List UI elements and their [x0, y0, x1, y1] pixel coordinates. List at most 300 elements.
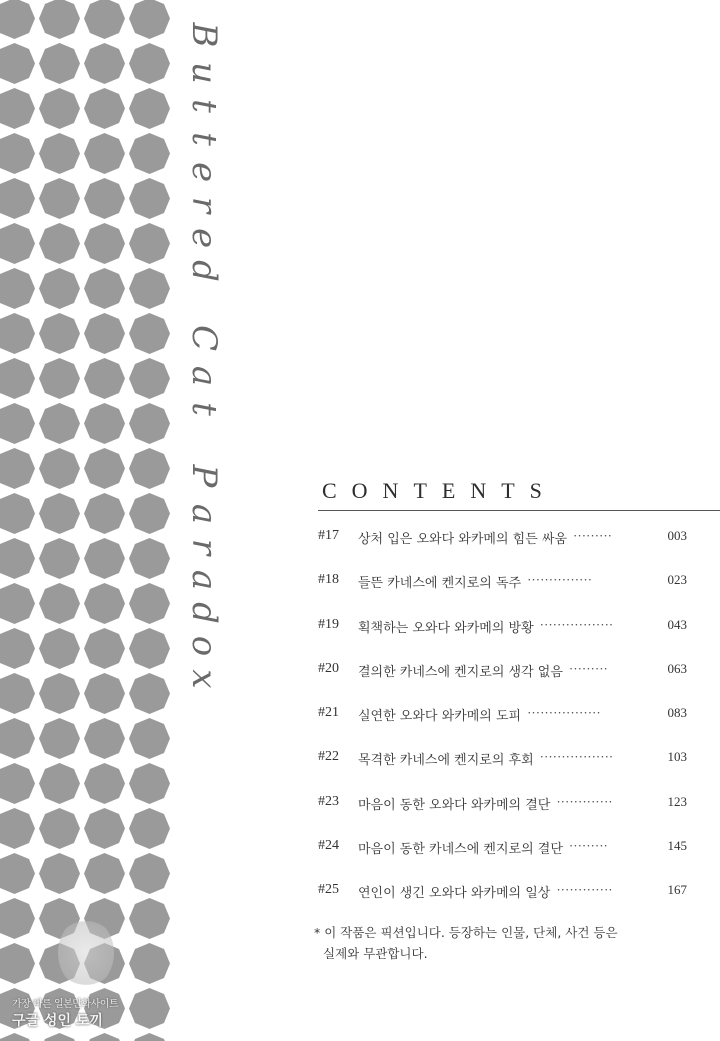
- pattern-kite: [0, 78, 29, 84]
- pattern-kite: [0, 673, 29, 679]
- pattern-kite: [164, 814, 170, 843]
- pattern-kite: [90, 123, 119, 129]
- toc-entry[interactable]: [318, 611, 687, 655]
- pattern-kite: [74, 94, 80, 123]
- pattern-kite: [135, 123, 164, 129]
- pattern-kite: [90, 538, 119, 544]
- page-number: 083: [667, 705, 687, 721]
- pattern-kite: [90, 348, 119, 354]
- pattern-kite: [45, 763, 74, 769]
- pattern-kite: [0, 393, 29, 399]
- spine-title-letter: C: [184, 324, 224, 351]
- pattern-kite: [90, 808, 119, 814]
- pattern-kite: [45, 303, 74, 309]
- chapter-number: #24: [318, 838, 339, 854]
- pattern-kite: [90, 313, 119, 319]
- pattern-square: [0, 949, 29, 978]
- chapter-title: 결의한 카네스에 켄지로의 생각 없음: [358, 664, 563, 680]
- pattern-kite: [129, 544, 135, 573]
- pattern-kite: [45, 628, 74, 634]
- pattern-kite: [0, 403, 29, 409]
- pattern-kite: [45, 583, 74, 589]
- pattern-kite: [84, 679, 90, 708]
- pattern-kite: [90, 0, 119, 4]
- pattern-kite: [39, 544, 45, 573]
- pattern-kite: [45, 213, 74, 219]
- pattern-kite: [119, 184, 125, 213]
- pattern-kite: [45, 123, 74, 129]
- pattern-kite: [135, 763, 164, 769]
- chapter-number: #22: [318, 749, 339, 765]
- pattern-square: [135, 499, 164, 528]
- pattern-kite: [0, 853, 29, 859]
- pattern-kite: [164, 634, 170, 663]
- pattern-kite: [90, 763, 119, 769]
- pattern-kite: [39, 904, 45, 933]
- pattern-kite: [39, 634, 45, 663]
- pattern-kite: [119, 499, 125, 528]
- leader-dots: ·········: [568, 660, 608, 676]
- pattern-square: [45, 139, 74, 168]
- pattern-kite: [39, 859, 45, 888]
- pattern-kite: [0, 258, 29, 264]
- pattern-kite: [135, 168, 164, 174]
- spine-title-letter: a: [184, 503, 224, 525]
- pattern-kite: [119, 364, 125, 393]
- pattern-square: [45, 229, 74, 258]
- pattern-kite: [0, 573, 29, 579]
- leader-dots: ·············: [556, 882, 613, 898]
- toc-entry[interactable]: [318, 655, 687, 699]
- disclaimer-line-2: 실제와 무관합니다.: [323, 946, 428, 961]
- pattern-kite: [135, 943, 164, 949]
- pattern-square: [135, 904, 164, 933]
- pattern-kite: [39, 769, 45, 798]
- pattern-square: [135, 364, 164, 393]
- pattern-kite: [45, 403, 74, 409]
- geometric-tile-pattern: [0, 0, 178, 1041]
- pattern-kite: [129, 409, 135, 438]
- pattern-kite: [45, 438, 74, 444]
- toc-entry[interactable]: [318, 876, 687, 920]
- pattern-kite: [74, 589, 80, 618]
- pattern-kite: [84, 544, 90, 573]
- pattern-kite: [119, 49, 125, 78]
- pattern-kite: [135, 528, 164, 534]
- pattern-kite: [90, 708, 119, 714]
- pattern-kite: [119, 904, 125, 933]
- pattern-kite: [45, 673, 74, 679]
- pattern-kite: [129, 94, 135, 123]
- pattern-square: [45, 184, 74, 213]
- toc-entry[interactable]: [318, 743, 687, 787]
- pattern-kite: [135, 538, 164, 544]
- pattern-square: [45, 274, 74, 303]
- pattern-kite: [90, 403, 119, 409]
- pattern-square: [135, 814, 164, 843]
- pattern-kite: [90, 663, 119, 669]
- page-number: 043: [667, 616, 687, 632]
- pattern-kite: [0, 223, 29, 229]
- pattern-kite: [90, 988, 119, 994]
- pattern-square: [0, 499, 29, 528]
- pattern-square: [0, 94, 29, 123]
- pattern-kite: [129, 634, 135, 663]
- pattern-kite: [45, 988, 74, 994]
- pattern-square: [45, 364, 74, 393]
- pattern-kite: [135, 133, 164, 139]
- pattern-kite: [129, 859, 135, 888]
- pattern-kite: [45, 528, 74, 534]
- pattern-kite: [164, 319, 170, 348]
- pattern-kite: [74, 814, 80, 843]
- spine-title-letter: e: [184, 161, 224, 183]
- leader-dots: ·················: [539, 616, 614, 632]
- pattern-kite: [45, 223, 74, 229]
- pattern-square: [135, 184, 164, 213]
- pattern-kite: [74, 724, 80, 753]
- fiction-disclaimer: [314, 922, 674, 964]
- chapter-title: 마음이 동한 카네스에 켄지로의 결단: [358, 842, 563, 858]
- pattern-kite: [45, 358, 74, 364]
- pattern-kite: [135, 888, 164, 894]
- pattern-square: [90, 499, 119, 528]
- pattern-kite: [90, 898, 119, 904]
- pattern-kite: [135, 933, 164, 939]
- pattern-square: [135, 409, 164, 438]
- pattern-kite: [74, 454, 80, 483]
- pattern-kite: [45, 843, 74, 849]
- chapter-title: 들뜬 카네스에 켄지로의 독주: [358, 576, 522, 592]
- pattern-kite: [0, 348, 29, 354]
- pattern-kite: [164, 184, 170, 213]
- pattern-square: [0, 904, 29, 933]
- toc-entry[interactable]: [318, 788, 687, 832]
- pattern-square: [45, 859, 74, 888]
- pattern-kite: [135, 33, 164, 39]
- pattern-kite: [0, 528, 29, 534]
- pattern-kite: [45, 393, 74, 399]
- pattern-kite: [0, 628, 29, 634]
- chapter-title: 상처 입은 오와다 와카메의 힘든 싸움: [358, 532, 568, 547]
- pattern-kite: [0, 313, 29, 319]
- pattern-kite: [0, 978, 29, 984]
- pattern-kite: [84, 589, 90, 618]
- leader-dots: ·················: [539, 749, 614, 765]
- pattern-kite: [135, 718, 164, 724]
- pattern-kite: [135, 798, 164, 804]
- pattern-kite: [135, 628, 164, 634]
- pattern-kite: [90, 618, 119, 624]
- pattern-kite: [90, 628, 119, 634]
- spine-title-letter: P: [184, 464, 224, 488]
- pattern-kite: [90, 888, 119, 894]
- chapter-title: 목격한 카네스에 켄지로의 후회: [358, 753, 534, 769]
- pattern-kite: [74, 319, 80, 348]
- pattern-kite: [129, 229, 135, 258]
- pattern-square: [45, 589, 74, 618]
- pattern-kite: [45, 178, 74, 184]
- pattern-kite: [90, 528, 119, 534]
- pattern-kite: [164, 409, 170, 438]
- pattern-kite: [135, 808, 164, 814]
- pattern-square: [45, 499, 74, 528]
- pattern-kite: [84, 364, 90, 393]
- pattern-kite: [164, 769, 170, 798]
- pattern-kite: [39, 139, 45, 168]
- pattern-kite: [135, 0, 164, 4]
- pattern-square: [0, 184, 29, 213]
- chapter-title: 실연한 오와다 와카메의 도피: [358, 709, 522, 725]
- pattern-kite: [164, 949, 170, 978]
- pattern-kite: [135, 673, 164, 679]
- pattern-kite: [129, 319, 135, 348]
- pattern-kite: [29, 94, 35, 123]
- spine-title-letter: d: [184, 602, 224, 624]
- pattern-kite: [0, 123, 29, 129]
- watermark-line-1: 가장 빠른 일본만화사이트: [12, 999, 119, 1010]
- pattern-square: [135, 454, 164, 483]
- spine-title-letter: B: [184, 22, 224, 48]
- pattern-square: [90, 364, 119, 393]
- contents-divider: [318, 510, 720, 511]
- pattern-square: [45, 454, 74, 483]
- pattern-kite: [119, 949, 125, 978]
- pattern-kite: [135, 78, 164, 84]
- pattern-kite: [90, 133, 119, 139]
- pattern-kite: [39, 229, 45, 258]
- pattern-square: [45, 49, 74, 78]
- pattern-kite: [119, 94, 125, 123]
- page-number: 123: [667, 793, 687, 809]
- leader-dots: ·················: [527, 705, 601, 721]
- pattern-kite: [129, 949, 135, 978]
- pattern-kite: [0, 753, 29, 759]
- toc-entry[interactable]: [318, 699, 687, 743]
- pattern-kite: [164, 364, 170, 393]
- pattern-kite: [45, 33, 74, 39]
- chapter-title: 마음이 동한 오와다 와카메의 결단: [358, 797, 551, 813]
- pattern-kite: [39, 724, 45, 753]
- chapter-title: 연인이 생긴 오와다 와카메의 일상: [358, 886, 551, 902]
- pattern-kite: [129, 274, 135, 303]
- pattern-square: [90, 724, 119, 753]
- pattern-kite: [90, 393, 119, 399]
- pattern-kite: [119, 274, 125, 303]
- pattern-kite: [129, 49, 135, 78]
- pattern-square: [0, 274, 29, 303]
- pattern-kite: [129, 364, 135, 393]
- pattern-kite: [39, 4, 45, 33]
- spine-title-letter: r: [184, 538, 224, 556]
- pattern-square: [45, 544, 74, 573]
- pattern-kite: [84, 229, 90, 258]
- pattern-kite: [164, 859, 170, 888]
- chapter-number: #20: [318, 660, 339, 676]
- pattern-square: [0, 589, 29, 618]
- pattern-kite: [29, 859, 35, 888]
- pattern-kite: [0, 898, 29, 904]
- pattern-kite: [135, 853, 164, 859]
- pattern-kite: [135, 88, 164, 94]
- pattern-square: [90, 184, 119, 213]
- pattern-kite: [0, 888, 29, 894]
- pattern-kite: [0, 0, 29, 4]
- pattern-kite: [135, 438, 164, 444]
- pattern-kite: [45, 78, 74, 84]
- pattern-square: [0, 769, 29, 798]
- toc-entry[interactable]: [318, 566, 687, 610]
- pattern-square: [90, 814, 119, 843]
- pattern-square: [135, 4, 164, 33]
- pattern-kite: [90, 178, 119, 184]
- pattern-kite: [29, 409, 35, 438]
- pattern-square: [0, 859, 29, 888]
- pattern-kite: [29, 589, 35, 618]
- pattern-kite: [119, 139, 125, 168]
- pattern-kite: [84, 94, 90, 123]
- pattern-kite: [45, 808, 74, 814]
- pattern-kite: [0, 33, 29, 39]
- pattern-kite: [84, 634, 90, 663]
- pattern-kite: [39, 274, 45, 303]
- pattern-kite: [45, 663, 74, 669]
- pattern-kite: [74, 499, 80, 528]
- pattern-kite: [29, 904, 35, 933]
- toc-entry[interactable]: [318, 832, 687, 876]
- pattern-kite: [84, 859, 90, 888]
- pattern-kite: [129, 769, 135, 798]
- pattern-kite: [90, 483, 119, 489]
- pattern-kite: [29, 454, 35, 483]
- pattern-kite: [129, 4, 135, 33]
- pattern-kite: [119, 454, 125, 483]
- pattern-kite: [0, 448, 29, 454]
- pattern-square: [135, 949, 164, 978]
- pattern-kite: [135, 448, 164, 454]
- pattern-kite: [45, 898, 74, 904]
- pattern-square: [0, 364, 29, 393]
- pattern-kite: [0, 43, 29, 49]
- spine-title-letter: e: [184, 227, 224, 249]
- pattern-square: [135, 229, 164, 258]
- pattern-square: [135, 769, 164, 798]
- pattern-kite: [45, 888, 74, 894]
- spine-title-letter: t: [184, 99, 224, 113]
- pattern-kite: [39, 409, 45, 438]
- pattern-kite: [84, 814, 90, 843]
- pattern-kite: [39, 679, 45, 708]
- pattern-kite: [29, 634, 35, 663]
- pattern-kite: [0, 708, 29, 714]
- disclaimer-line-1: * 이 작품은 픽션입니다. 등장하는 인물, 단체, 사건 등은: [314, 925, 618, 940]
- page-number: 023: [667, 572, 687, 588]
- pattern-square: [45, 4, 74, 33]
- pattern-kite: [135, 618, 164, 624]
- pattern-kite: [135, 708, 164, 714]
- pattern-kite: [90, 223, 119, 229]
- pattern-kite: [74, 229, 80, 258]
- pattern-kite: [84, 409, 90, 438]
- pattern-kite: [0, 303, 29, 309]
- page-number: 167: [667, 882, 687, 898]
- pattern-kite: [39, 319, 45, 348]
- pattern-square: [135, 589, 164, 618]
- pattern-kite: [0, 178, 29, 184]
- pattern-kite: [119, 229, 125, 258]
- pattern-square: [0, 544, 29, 573]
- pattern-kite: [164, 139, 170, 168]
- pattern-kite: [45, 313, 74, 319]
- pattern-kite: [45, 268, 74, 274]
- decorative-pattern-panel: [0, 0, 178, 1041]
- pattern-kite: [29, 319, 35, 348]
- pattern-kite: [135, 393, 164, 399]
- pattern-kite: [119, 4, 125, 33]
- pattern-kite: [135, 583, 164, 589]
- pattern-kite: [45, 43, 74, 49]
- pattern-square: [90, 274, 119, 303]
- pattern-square: [90, 544, 119, 573]
- pattern-kite: [0, 493, 29, 499]
- pattern-kite: [29, 499, 35, 528]
- pattern-kite: [135, 213, 164, 219]
- pattern-kite: [119, 679, 125, 708]
- pattern-kite: [135, 258, 164, 264]
- pattern-kite: [135, 1033, 164, 1039]
- pattern-kite: [29, 364, 35, 393]
- pattern-kite: [84, 49, 90, 78]
- pattern-kite: [135, 843, 164, 849]
- pattern-kite: [29, 769, 35, 798]
- pattern-kite: [45, 348, 74, 354]
- pattern-kite: [0, 213, 29, 219]
- pattern-kite: [29, 949, 35, 978]
- pattern-kite: [29, 49, 35, 78]
- pattern-square: [90, 589, 119, 618]
- pattern-kite: [0, 763, 29, 769]
- pattern-kite: [45, 133, 74, 139]
- pattern-kite: [74, 769, 80, 798]
- pattern-square: [90, 94, 119, 123]
- pattern-kite: [90, 438, 119, 444]
- spine-title-letter: x: [184, 669, 224, 689]
- pattern-square: [0, 319, 29, 348]
- pattern-kite: [135, 898, 164, 904]
- toc-entry[interactable]: [318, 522, 687, 566]
- chapter-number: #25: [318, 882, 339, 898]
- pattern-square: [135, 679, 164, 708]
- spine-title-letter: t: [184, 132, 224, 146]
- pattern-kite: [29, 184, 35, 213]
- page-number: 145: [667, 838, 687, 854]
- pattern-kite: [45, 718, 74, 724]
- pattern-kite: [129, 499, 135, 528]
- pattern-square: [90, 454, 119, 483]
- leader-dots: ·········: [568, 838, 608, 854]
- pattern-square: [0, 409, 29, 438]
- pattern-square: [135, 634, 164, 663]
- pattern-kite: [84, 769, 90, 798]
- pattern-kite: [119, 814, 125, 843]
- pattern-kite: [164, 679, 170, 708]
- pattern-square: [135, 274, 164, 303]
- pattern-kite: [129, 184, 135, 213]
- pattern-kite: [84, 274, 90, 303]
- pattern-kite: [84, 184, 90, 213]
- pattern-kite: [129, 679, 135, 708]
- pattern-kite: [45, 493, 74, 499]
